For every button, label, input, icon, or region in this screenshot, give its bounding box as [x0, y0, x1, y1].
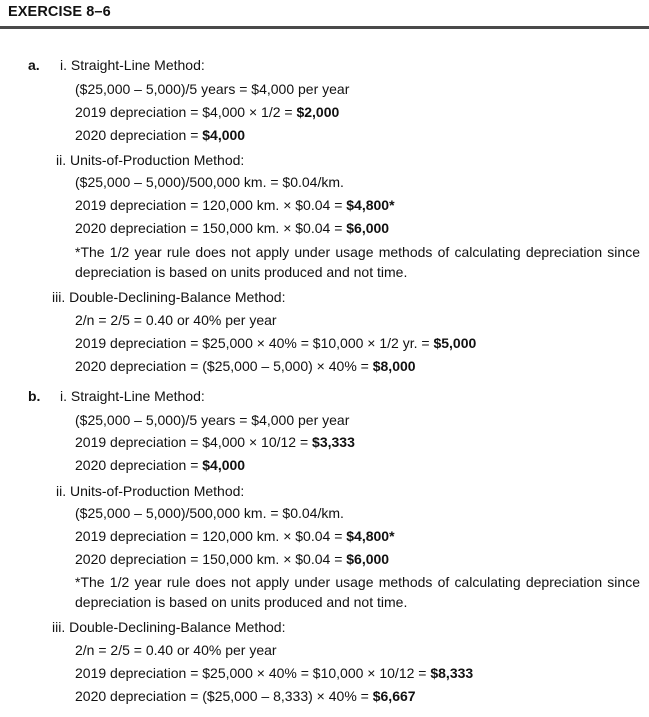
part-a-method-1-line-1 — [75, 81, 349, 97]
exercise-title: EXERCISE 8–6 — [8, 4, 111, 20]
line-text: ($25,000 – 5,000)/5 years = $4,000 per year — [75, 81, 350, 97]
line-result: $4,000 — [202, 457, 246, 473]
part-b-method-1-line-2 — [75, 434, 355, 450]
line-text: 2019 depreciation = 120,000 km. × $0.04 = — [75, 528, 347, 544]
line-result: $6,667 — [372, 688, 416, 704]
part-a-method-3-line-1 — [75, 312, 277, 328]
line-text: 2019 depreciation = 120,000 km. × $0.04 = — [75, 197, 347, 213]
line-result: $6,000 — [346, 220, 390, 236]
line-result: $5,000 — [433, 335, 477, 351]
line-result: $8,333 — [430, 665, 474, 681]
part-b-method-2-line-1 — [75, 505, 344, 521]
line-result: $8,000 — [372, 358, 416, 374]
line-text: 2019 depreciation = $4,000 × 1/2 = — [75, 104, 297, 120]
part-b-method-1-line-3 — [75, 457, 245, 473]
part-b-letter: b. — [28, 388, 41, 404]
part-a-method-3-line-3 — [75, 358, 416, 374]
part-b-method-1-label: i. Straight-Line Method: — [60, 388, 205, 404]
part-b-method-2-label: ii. Units-of-Production Method: — [56, 483, 245, 499]
line-text: ($25,000 – 5,000)/500,000 km. = $0.04/km. — [75, 505, 344, 521]
part-a-method-1-line-2 — [75, 104, 339, 120]
part-b-method-2-line-2 — [75, 528, 395, 544]
line-text: 2019 depreciation = $25,000 × 40% = $10,000 × 10/12 = — [75, 665, 431, 681]
line-text: 2019 depreciation = $4,000 × 10/12 = — [75, 434, 313, 450]
part-a-letter: a. — [28, 57, 40, 73]
part-a-method-1-line-3 — [75, 127, 245, 143]
line-result: $6,000 — [346, 551, 390, 567]
line-text: ($25,000 – 5,000)/5 years = $4,000 per year — [75, 412, 350, 428]
line-result: $4,800* — [346, 197, 395, 213]
part-a-method-2-label: ii. Units-of-Production Method: — [56, 152, 245, 168]
line-text: 2/n = 2/5 = 0.40 or 40% per year — [75, 312, 277, 328]
line-text: ($25,000 – 5,000)/500,000 km. = $0.04/km. — [75, 174, 344, 190]
line-result: $4,800* — [346, 528, 395, 544]
part-a-method-2-note: *The 1/2 year rule does not apply under usage methods of calculating depreciation since depreciation is based on units produced and not time. — [75, 244, 640, 280]
part-b-method-1-line-1 — [75, 412, 349, 428]
part-b-method-2-note: *The 1/2 year rule does not apply under usage methods of calculating depreciation since depreciation is based on units produced and not time. — [75, 574, 640, 610]
line-text: 2020 depreciation = — [75, 127, 203, 143]
line-text: 2020 depreciation = ($25,000 – 5,000) × 40% = — [75, 358, 373, 374]
line-text: 2019 depreciation = $25,000 × 40% = $10,000 × 1/2 yr. = — [75, 335, 434, 351]
part-a-method-3-line-2 — [75, 335, 476, 351]
part-a-method-2-line-2 — [75, 197, 395, 213]
part-b-method-3-line-2 — [75, 665, 473, 681]
line-result: $2,000 — [296, 104, 340, 120]
line-result: $4,000 — [202, 127, 246, 143]
line-result: $3,333 — [312, 434, 355, 450]
part-a-method-3-label: iii. Double-Declining-Balance Method: — [52, 289, 286, 305]
part-a-method-2-line-1 — [75, 174, 344, 190]
line-text: 2/n = 2/5 = 0.40 or 40% per year — [75, 642, 277, 658]
line-text: 2020 depreciation = ($25,000 – 8,333) × 40% = — [75, 688, 373, 704]
part-a-method-1-label: i. Straight-Line Method: — [60, 57, 205, 73]
line-text: 2020 depreciation = 150,000 km. × $0.04 = — [75, 551, 347, 567]
part-b-method-2-line-3 — [75, 551, 389, 567]
line-text: 2020 depreciation = 150,000 km. × $0.04 = — [75, 220, 347, 236]
title-rule — [0, 26, 649, 29]
part-b-method-3-line-1 — [75, 642, 277, 658]
part-a-method-2-line-3 — [75, 220, 389, 236]
part-b-method-3-line-3 — [75, 688, 416, 704]
line-text: 2020 depreciation = — [75, 457, 203, 473]
part-b-method-3-label: iii. Double-Declining-Balance Method: — [52, 619, 286, 635]
